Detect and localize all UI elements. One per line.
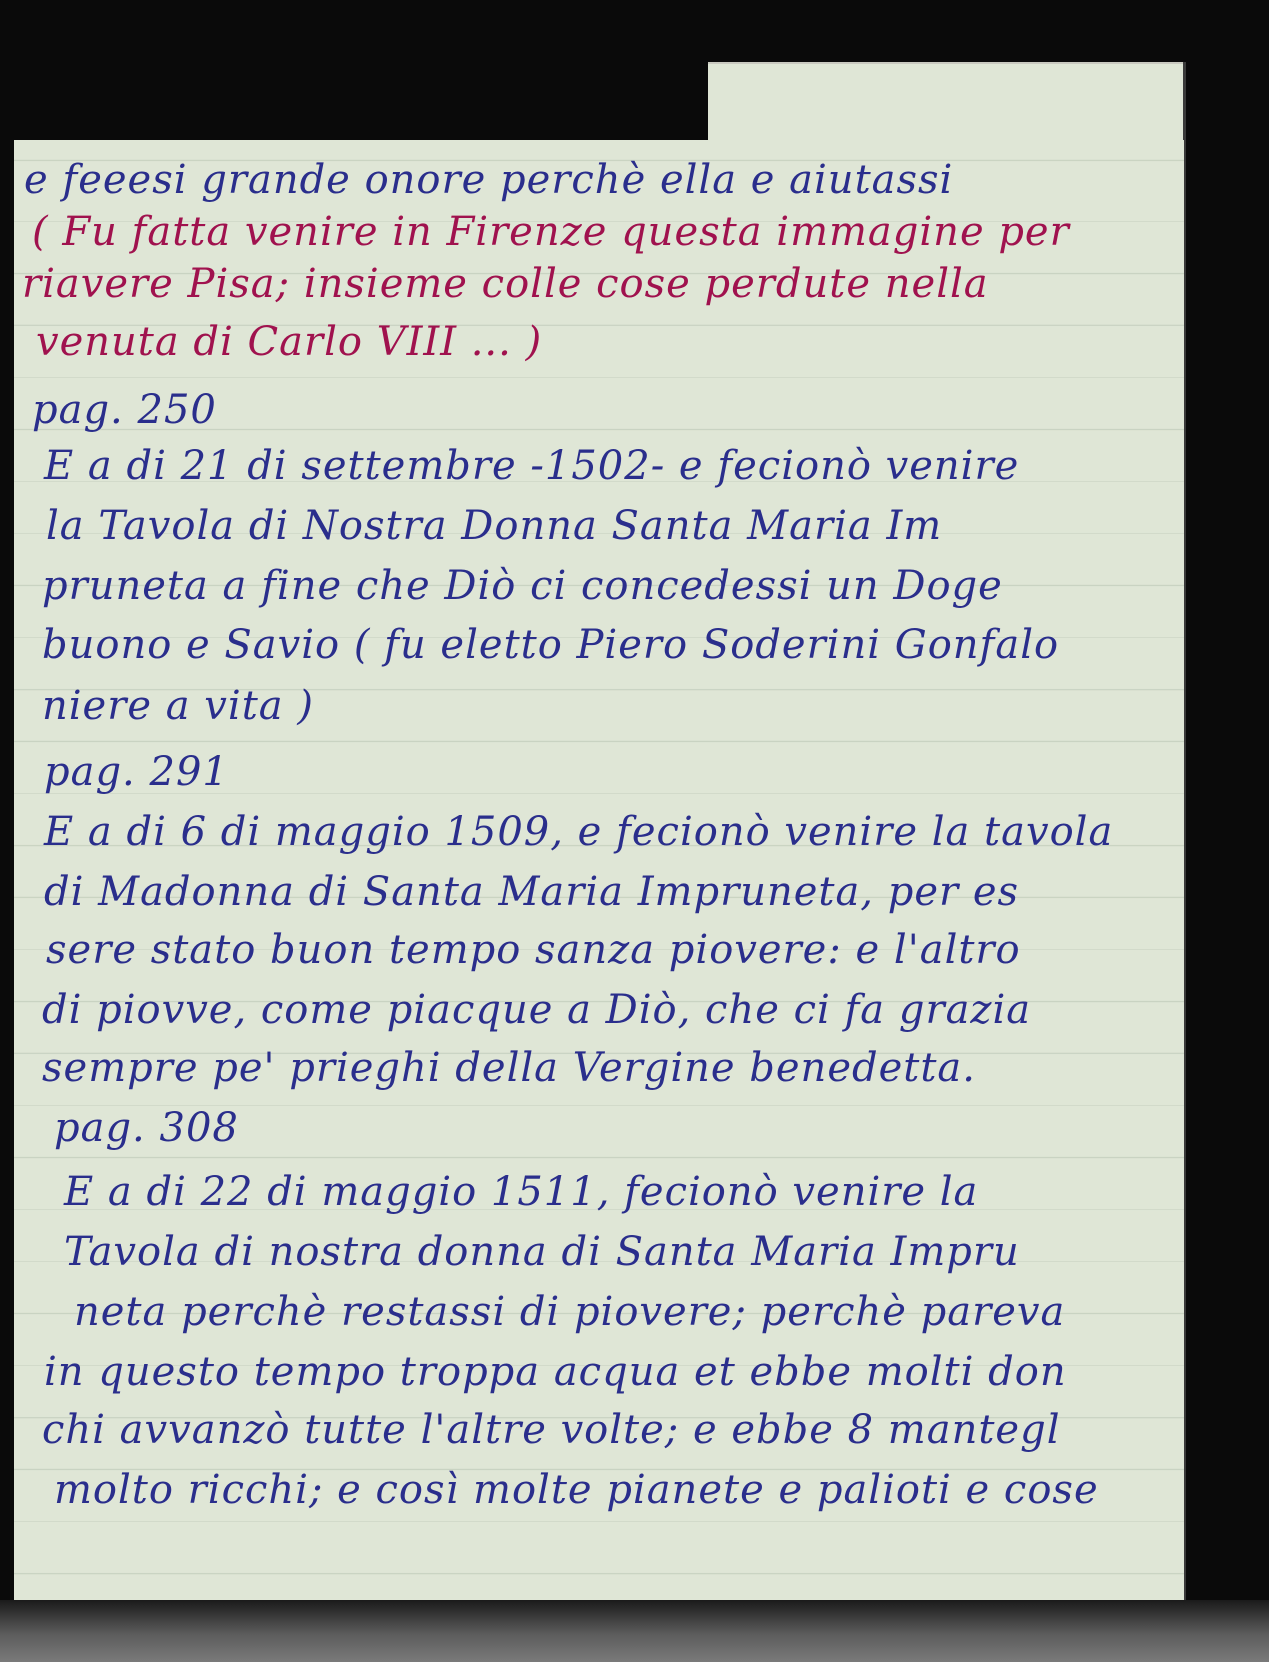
note-line: di Madonna di Santa Maria Impruneta, per es bbox=[44, 869, 1020, 915]
note-line: ( Fu fatta venire in Firenze questa immagine per bbox=[32, 209, 1070, 255]
note-line: di piovve, come piacque a Diò, che ci fa grazia bbox=[42, 987, 1032, 1033]
note-line: riavere Pisa; insieme colle cose perdute nella bbox=[22, 261, 989, 307]
note-line: buono e Savio ( fu eletto Piero Soderini Gonfalo bbox=[42, 622, 1060, 668]
note-line: chi avvanzò tutte l'altre volte; e ebbe 8 mantegl bbox=[42, 1407, 1061, 1453]
note-line: E a di 22 di maggio 1511, fecionò venire la bbox=[64, 1169, 979, 1215]
paper-top-tab bbox=[708, 62, 1184, 142]
note-line: sempre pe' prieghi della Vergine benedetta. bbox=[42, 1045, 976, 1091]
note-line: in questo tempo troppa acqua et ebbe molti don bbox=[44, 1349, 1067, 1395]
page-reference: pag. 308 bbox=[54, 1105, 239, 1151]
note-line: E a di 6 di maggio 1509, e fecionò venire la tavola bbox=[44, 809, 1114, 855]
note-line: niere a vita ) bbox=[42, 683, 314, 729]
note-line: molto ricchi; e così molte pianete e palioti e cose bbox=[54, 1467, 1099, 1513]
note-line: e feeesi grande onore perchè ella e aiutassi bbox=[24, 157, 954, 203]
page-reference: pag. 250 bbox=[32, 387, 217, 433]
scanner-bottom-strip bbox=[0, 1600, 1269, 1662]
note-line: venuta di Carlo VIII ... ) bbox=[36, 319, 543, 365]
note-line: pruneta a fine che Diò ci concedessi un Doge bbox=[42, 563, 1003, 609]
handwritten-note-sheet bbox=[14, 140, 1184, 1605]
note-line: sere stato buon tempo sanza piovere: e l'altro bbox=[46, 927, 1021, 973]
note-line: E a di 21 di settembre -1502- e fecionò venire bbox=[44, 443, 1020, 489]
page-reference: pag. 291 bbox=[44, 749, 229, 795]
note-line: la Tavola di Nostra Donna Santa Maria Im bbox=[46, 503, 943, 549]
note-line: Tavola di nostra donna di Santa Maria Impru bbox=[64, 1229, 1020, 1275]
note-line: neta perchè restassi di piovere; perchè pareva bbox=[74, 1289, 1066, 1335]
